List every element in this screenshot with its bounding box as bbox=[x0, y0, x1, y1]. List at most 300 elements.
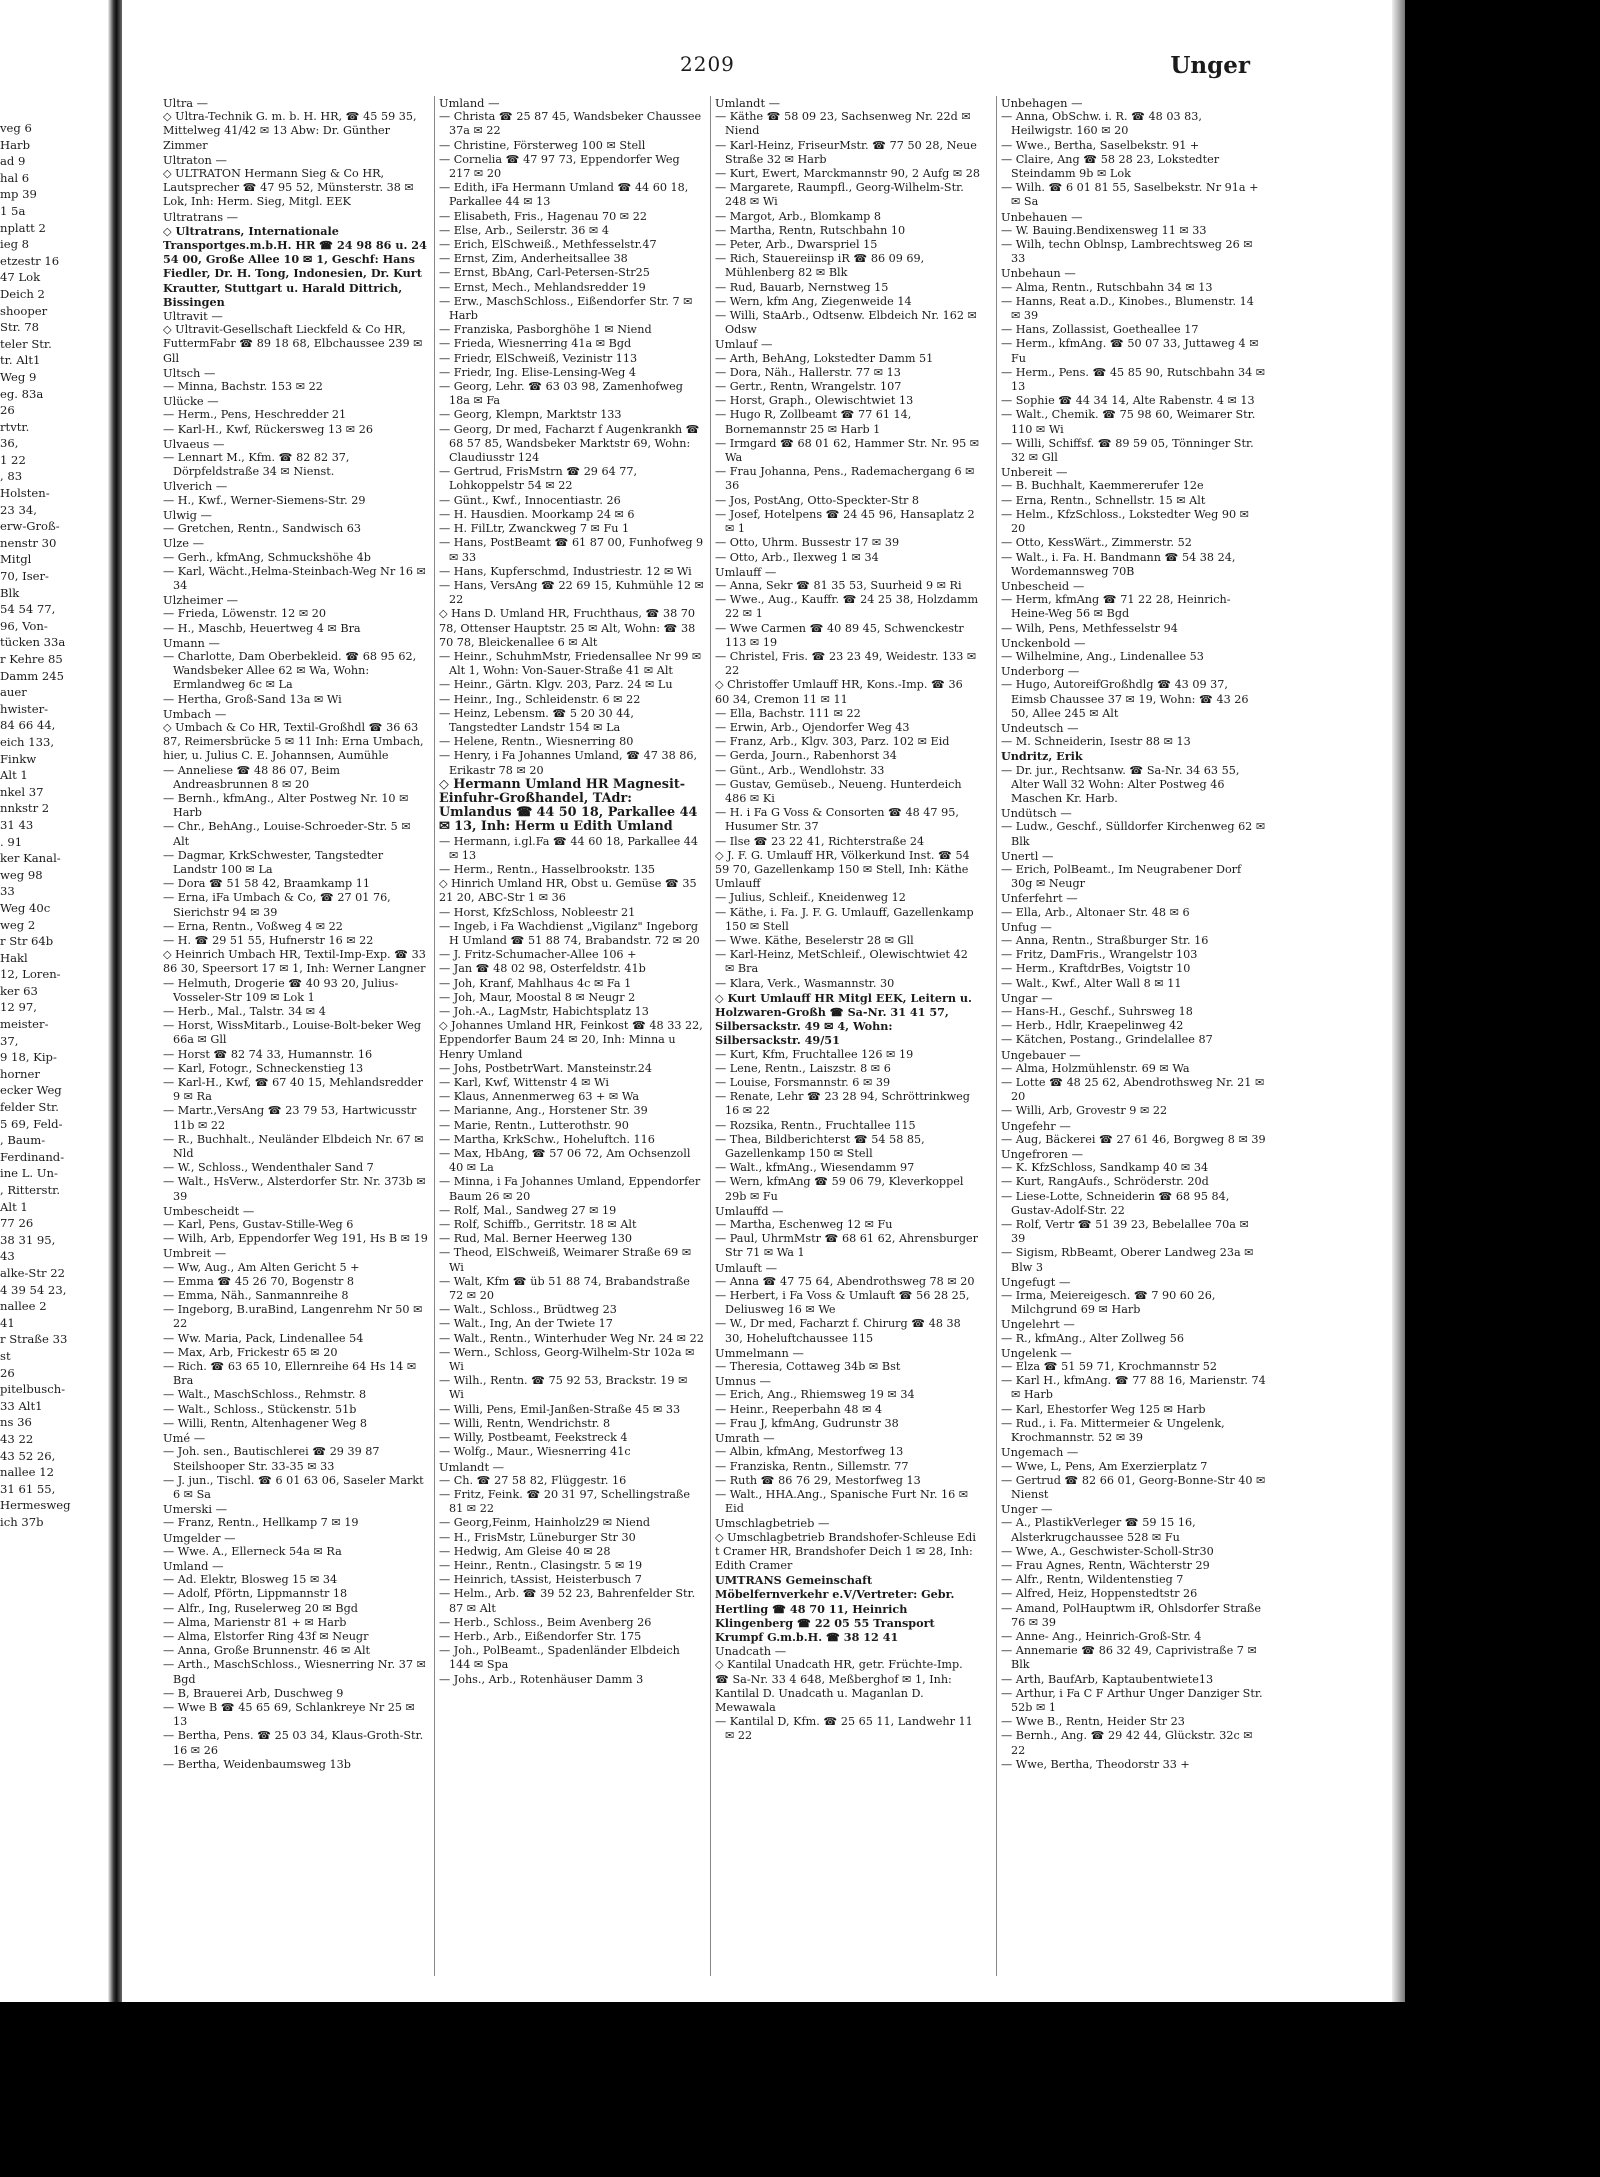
fragment-line: 5 69, Feld- bbox=[0, 1116, 63, 1131]
directory-entry: — Anneliese ☎ 48 86 07, Beim Andreasbrunnen 8 ✉ 20 bbox=[163, 763, 341, 791]
directory-entry: — Arth, BehAng, Lokstedter Damm 51 bbox=[715, 351, 934, 365]
directory-column-2 bbox=[439, 96, 704, 1986]
surname-heading: Umlauft — bbox=[715, 1260, 777, 1275]
fragment-line: r Str 64b bbox=[0, 934, 54, 949]
directory-entry: — Herb., Arb., Eißendorfer Str. 175 bbox=[439, 1629, 642, 1643]
directory-entry: — Wilh, Arb, Eppendorfer Weg 191, Hs B ✉ 19 bbox=[163, 1232, 428, 1246]
column-rule bbox=[434, 96, 435, 1976]
directory-entry: — Martha, KrkSchw., Hoheluftch. 116 bbox=[439, 1132, 655, 1146]
surname-heading: Umlandt — bbox=[715, 96, 781, 110]
directory-entry: — Kätchen, Postang., Grindelallee 87 bbox=[1001, 1033, 1213, 1047]
surname-heading: Umlauffd — bbox=[715, 1203, 784, 1218]
surname-heading: Unckenbold — bbox=[1001, 635, 1086, 650]
directory-entry: — Bertha, Weidenbaumsweg 13b bbox=[163, 1757, 351, 1771]
directory-entry: — A., PlastikVerleger ☎ 59 15 16, Alsterkrugchaussee 528 ✉ Fu bbox=[1001, 1516, 1196, 1544]
directory-entry: — Wern, kfmAng ☎ 59 06 79, Kleverkoppel 29b ✉ Fu bbox=[715, 1175, 964, 1203]
directory-entry: — Herm., Pens. ☎ 45 85 90, Rutschbahn 34 ✉ 13 bbox=[1001, 365, 1266, 394]
directory-entry: — Louise, Forsmannstr. 6 ✉ 39 bbox=[715, 1076, 891, 1090]
fragment-line: Finkw bbox=[0, 751, 37, 766]
fragment-line: Blk bbox=[0, 585, 20, 600]
fragment-line: alke-Str 22 bbox=[0, 1265, 66, 1280]
surname-heading: Ulzheimer — bbox=[163, 593, 238, 608]
directory-entry: — H., FrisMstr, Lüneburger Str 30 bbox=[439, 1530, 636, 1544]
directory-entry: — Ludw., Geschf., Sülldorfer Kirchenweg 62 ✉ Blk bbox=[1001, 820, 1266, 848]
directory-entry: — B, Brauerei Arb, Duschweg 9 bbox=[163, 1686, 344, 1700]
directory-entry: — Bernh., kfmAng., Alter Postweg Nr. 10 ✉ Harb bbox=[163, 791, 409, 820]
directory-entry: — Horst, KfzSchloss, Nobleestr 21 bbox=[439, 905, 636, 919]
fragment-line: ecker Weg bbox=[0, 1083, 62, 1098]
fragment-line: 23 34, bbox=[0, 502, 37, 517]
directory-entry: — Franz, Rentn., Hellkamp 7 ✉ 19 bbox=[163, 1516, 359, 1530]
directory-entry: — Käthe, i. Fa. J. F. G. Umlauff, Gazellenkamp 150 ✉ Stell bbox=[715, 905, 974, 933]
directory-entry: — Ch. ☎ 27 58 82, Flüggestr. 16 bbox=[439, 1473, 627, 1487]
surname-heading: Umrath — bbox=[715, 1431, 775, 1446]
directory-entry: — Lotte ☎ 48 25 62, Abendrothsweg Nr. 21 ✉ 20 bbox=[1001, 1076, 1265, 1104]
fragment-line: nplatt 2 bbox=[0, 220, 46, 235]
directory-entry: — Martr.,VersAng ☎ 23 79 53, Hartwicusstr 11b ✉ 22 bbox=[163, 1104, 417, 1132]
directory-entry: — Julius, Schleif., Kneidenweg 12 bbox=[715, 891, 906, 905]
directory-entry: — Renate, Lehr ☎ 23 28 94, Schröttrinkweg 16 ✉ 22 bbox=[715, 1090, 970, 1118]
directory-entry: — Christa ☎ 25 87 45, Wandsbeker Chaussee 37a ✉ 22 bbox=[439, 110, 702, 138]
directory-entry: ◇ ULTRATON Hermann Sieg & Co HR, Lautsprecher ☎ 47 95 52, Münsterstr. 38 ✉ Lok, Inh: Herm. Sieg, Mitgl. EEK bbox=[163, 167, 414, 209]
directory-entry: — Amand, PolHauptwm iR, Ohlsdorfer Straße 76 ✉ 39 bbox=[1001, 1601, 1261, 1629]
directory-entry: — Willi, Schiffsf. ☎ 89 59 05, Tönninger Str. 32 ✉ Gll bbox=[1001, 436, 1254, 465]
column-rule bbox=[710, 96, 711, 1976]
directory-entry: Undritz, Erik bbox=[1001, 749, 1083, 764]
directory-entry: — Wolfg., Maur., Wiesnerring 41c bbox=[439, 1445, 631, 1459]
directory-entry: — Alma, Rentn., Rutschbahn 34 ✉ 13 bbox=[1001, 280, 1213, 294]
fragment-line: 54 54 77, bbox=[0, 602, 56, 617]
directory-entry: — Erich, Ang., Rhiemsweg 19 ✉ 34 bbox=[715, 1388, 915, 1402]
directory-entry: — H. i Fa G Voss & Consorten ☎ 48 47 95, Husumer Str. 37 bbox=[715, 806, 959, 834]
fragment-line: , 83 bbox=[0, 469, 23, 484]
directory-entry: — Günt., Kwf., Innocentiastr. 26 bbox=[439, 493, 621, 507]
directory-entry: — Hans, Kupferschmd, Industriestr. 12 ✉ Wi bbox=[439, 564, 692, 578]
scan-border-bottom bbox=[0, 2002, 1600, 2177]
surname-heading: Underborg — bbox=[1001, 664, 1080, 679]
directory-entry: ◇ Johannes Umland HR, Feinkost ☎ 48 33 22, Eppendorfer Baum 24 ✉ 20, Inh: Minna u Henry Umland bbox=[439, 1019, 703, 1061]
directory-entry: — Erich, PolBeamt., Im Neugrabener Dorf 30g ✉ Neugr bbox=[1001, 862, 1242, 891]
fragment-line: 70, Iser- bbox=[0, 569, 49, 584]
directory-entry: — Willi, StaArb., Odtsenw. Elbdeich Nr. 162 ✉ Odsw bbox=[715, 309, 977, 337]
directory-entry: — Wwe, L, Pens, Am Exerzierplatz 7 bbox=[1001, 1459, 1208, 1473]
directory-entry: — Johs., Arb., Rotenhäuser Damm 3 bbox=[439, 1672, 644, 1686]
directory-entry: — Erich, ElSchweiß., Methfesselstr.47 bbox=[439, 238, 657, 252]
directory-entry: — Erna, iFa Umbach & Co, ☎ 27 01 76, Sierichstr 94 ✉ 39 bbox=[163, 891, 391, 919]
directory-column-3 bbox=[715, 96, 980, 1986]
directory-entry: — Joh., PolBeamt., Spadenländer Elbdeich 144 ✉ Spa bbox=[439, 1644, 680, 1672]
directory-entry: — Horst, WissMitarb., Louise-Bolt-beker Weg 66a ✉ Gll bbox=[163, 1019, 422, 1047]
directory-entry: — Helmuth, Drogerie ☎ 40 93 20, Julius-Vosseler-Str 109 ✉ Lok 1 bbox=[163, 976, 399, 1004]
directory-entry: ◇ Heinrich Umbach HR, Textil-Imp-Exp. ☎ 33 86 30, Speersort 17 ✉ 1, Inh: Werner Langner bbox=[163, 948, 426, 976]
directory-entry: — Arthur, i Fa C F Arthur Unger Danziger Str. 52b ✉ 1 bbox=[1001, 1686, 1263, 1714]
directory-entry: — Rud., i. Fa. Mittermeier & Ungelenk, Krochmannstr. 52 ✉ 39 bbox=[1001, 1416, 1225, 1445]
directory-entry: — H. Hausdien. Moorkamp 24 ✉ 6 bbox=[439, 507, 635, 521]
directory-entry: — Wwe Carmen ☎ 40 89 45, Schwenckestr 113 ✉ 19 bbox=[715, 621, 964, 649]
surname-heading: Umé — bbox=[163, 1431, 206, 1446]
directory-entry: — Herm., KraftdrBes, Voigtstr 10 bbox=[1001, 962, 1191, 976]
directory-entry: — Wwe. A., Ellerneck 54a ✉ Ra bbox=[163, 1544, 342, 1558]
directory-entry: — Frau Johanna, Pens., Rademachergang 6 ✉ 36 bbox=[715, 465, 975, 493]
directory-entry: — W., Schloss., Wendenthaler Sand 7 bbox=[163, 1161, 374, 1175]
fragment-line: 26 bbox=[0, 403, 15, 418]
surname-heading: Ulvaeus — bbox=[163, 436, 225, 451]
directory-entry: — Aug, Bäckerei ☎ 27 61 46, Borgweg 8 ✉ 39 bbox=[1001, 1132, 1266, 1146]
fragment-line: Hakl bbox=[0, 950, 28, 965]
directory-entry: — Gertrud, FrisMstrn ☎ 29 64 77, Lohkoppelstr 54 ✉ 22 bbox=[439, 465, 638, 493]
surname-heading: Ulverich — bbox=[163, 479, 228, 494]
directory-entry: — Max, Arb, Frickestr 65 ✉ 20 bbox=[163, 1345, 338, 1359]
surname-heading: Ungelehrt — bbox=[1001, 1317, 1075, 1332]
directory-entry: — Karl-Heinz, FriseurMstr. ☎ 77 50 28, Neue Straße 32 ✉ Harb bbox=[715, 138, 977, 166]
directory-entry: — Käthe ☎ 58 09 23, Sachsenweg Nr. 22d ✉ Niend bbox=[715, 110, 971, 138]
fragment-line: Hermesweg bbox=[0, 1498, 71, 1513]
directory-entry: — Franz, Arb., Klgv. 303, Parz. 102 ✉ Eid bbox=[715, 735, 950, 749]
directory-entry: — Sophie ☎ 44 34 14, Alte Rabenstr. 4 ✉ 13 bbox=[1001, 394, 1255, 408]
directory-entry: — Herm., Pens, Heschredder 21 bbox=[163, 408, 347, 422]
directory-entry: — Hanns, Reat a.D., Kinobes., Blumenstr. 14 ✉ 39 bbox=[1001, 294, 1254, 323]
directory-entry: — Walt., Schloss., Stückenstr. 51b bbox=[163, 1402, 357, 1416]
directory-entry: — Wwe, A., Geschwister-Scholl-Str30 bbox=[1001, 1544, 1214, 1558]
fragment-line: nallee 12 bbox=[0, 1465, 54, 1480]
directory-entry: — Alma, Marienstr 81 + ✉ Harb bbox=[163, 1615, 347, 1629]
directory-entry: — Helene, Rentn., Wiesnerring 80 bbox=[439, 735, 634, 749]
surname-heading: Umnus — bbox=[715, 1374, 771, 1389]
directory-entry: — R., Buchhalt., Neuländer Elbdeich Nr. 67 ✉ Nld bbox=[163, 1132, 424, 1161]
directory-entry: — Christine, Försterweg 100 ✉ Stell bbox=[439, 138, 646, 152]
scan-border-right bbox=[1405, 0, 1600, 2177]
fragment-line: 1 22 bbox=[0, 452, 26, 467]
directory-entry: — Hugo R, Zollbeamt ☎ 77 61 14, Bornemannstr 25 ✉ Harb 1 bbox=[715, 408, 912, 436]
directory-entry: — Willi, Arb, Grovestr 9 ✉ 22 bbox=[1001, 1104, 1168, 1118]
fragment-line: 37, bbox=[0, 1033, 19, 1048]
fragment-line: Holsten- bbox=[0, 486, 50, 501]
fragment-line: st bbox=[0, 1348, 11, 1363]
directory-entry: — Gretchen, Rentn., Sandwisch 63 bbox=[163, 522, 362, 536]
surname-heading: Umlauff — bbox=[715, 564, 777, 579]
directory-entry: — Arth., MaschSchloss., Wiesnerring Nr. 37 ✉ Bgd bbox=[163, 1658, 426, 1686]
directory-entry: — Wwe., Bertha, Saselbekstr. 91 + bbox=[1001, 138, 1200, 152]
directory-entry: ◇ Ultratrans, Internationale Transportges.m.b.H. HR ☎ 24 98 86 u. 24 54 00, Große Allee 10 ✉ 1, Geschf: Hans Fiedler, Dr. H. Tong, Indonesien, Dr. Kurt Krautter, Stuttgart u. Harald Dittrich, Bissingen bbox=[163, 223, 427, 309]
surname-heading: Umgelder — bbox=[163, 1530, 236, 1545]
fragment-line: tr. Alt1 bbox=[0, 353, 41, 368]
directory-entry: — Hugo, AutoreifGroßhdlg ☎ 43 09 37, Eimsb Chaussee 37 ✉ 19, Wohn: ☎ 43 26 50, Allee 245 ✉ Alt bbox=[1001, 678, 1249, 720]
directory-entry: — Margot, Arb., Blomkamp 8 bbox=[715, 209, 882, 223]
surname-heading: Ulze — bbox=[163, 536, 204, 551]
directory-entry: — Martha, Eschenweg 12 ✉ Fu bbox=[715, 1218, 893, 1232]
directory-entry: — Georg, Dr med, Facharzt f Augenkrankh ☎ 68 57 85, Wandsbeker Marktstr 69, Wohn: Claudiusstr 124 bbox=[439, 422, 700, 465]
fragment-line: r Straße 33 bbox=[0, 1332, 68, 1347]
directory-entry: — Wwe, Bertha, Theodorstr 33 + bbox=[1001, 1757, 1190, 1771]
fragment-line: 31 43 bbox=[0, 817, 34, 832]
directory-entry: — Georg, Lehr. ☎ 63 03 98, Zamenhofweg 18a ✉ Fa bbox=[439, 380, 683, 408]
surname-heading: Ungemach — bbox=[1001, 1445, 1079, 1460]
directory-entry: — Jos, PostAng, Otto-Speckter-Str 8 bbox=[715, 493, 920, 507]
directory-entry: — Alfr., Rentn, Wildentenstieg 7 bbox=[1001, 1573, 1184, 1587]
directory-entry: — Ella, Bachstr. 111 ✉ 22 bbox=[715, 706, 861, 720]
directory-entry: — M. Schneiderin, Isestr 88 ✉ 13 bbox=[1001, 735, 1191, 749]
directory-entry: ◇ Hermann Umland HR Magnesit-Einfuhr-Großhandel, TAdr: Umlandus ☎ 44 50 18, Parkallee 44 ✉ 13, Inh: Herm u Edith Umland bbox=[439, 776, 698, 835]
fragment-line: eg. 83a bbox=[0, 386, 44, 401]
directory-entry: — Karl, Pens, Gustav-Stille-Weg 6 bbox=[163, 1218, 354, 1232]
directory-entry: — Minna, Bachstr. 153 ✉ 22 bbox=[163, 380, 323, 394]
directory-entry: — Karl-H., Kwf, ☎ 67 40 15, Mehlandsredder 9 ✉ Ra bbox=[163, 1076, 424, 1104]
directory-entry: — Kantilal D, Kfm. ☎ 25 65 11, Landwehr 11 ✉ 22 bbox=[715, 1715, 973, 1743]
directory-entry: — Charlotte, Dam Oberbekleid. ☎ 68 95 62, Wandsbeker Allee 62 ✉ Wa, Wohn: Ermlandweg 6c ✉ La bbox=[163, 649, 417, 692]
fragment-line: tücken 33a bbox=[0, 635, 66, 650]
directory-entry: — Heinz, Lebensm. ☎ 5 20 30 44, Tangstedter Landstr 154 ✉ La bbox=[439, 706, 634, 734]
directory-entry: — Wwe. Käthe, Beselerstr 28 ✉ Gll bbox=[715, 933, 914, 947]
directory-entry: — Rich. ☎ 63 65 10, Ellernreihe 64 Hs 14 ✉ Bra bbox=[163, 1360, 417, 1388]
directory-entry: — Walt., HHA.Ang., Spanische Furt Nr. 16 ✉ Eid bbox=[715, 1487, 969, 1516]
directory-entry: — Ella, Arb., Altonaer Str. 48 ✉ 6 bbox=[1001, 905, 1190, 919]
surname-heading: Umerski — bbox=[163, 1502, 227, 1517]
directory-entry: — Walt., Schloss., Brüdtweg 23 bbox=[439, 1303, 617, 1317]
directory-entry: — Franziska, Rentn., Sillemstr. 77 bbox=[715, 1459, 909, 1473]
directory-entry: — Hans, Zollassist, Goetheallee 17 bbox=[1001, 323, 1199, 337]
directory-entry: — Klara, Verk., Wasmannstr. 30 bbox=[715, 976, 895, 990]
directory-entry: — Karl, Ehestorfer Weg 125 ✉ Harb bbox=[1001, 1402, 1206, 1416]
fragment-line: ker 63 bbox=[0, 983, 38, 998]
directory-entry: — Elza ☎ 51 59 71, Krochmannstr 52 bbox=[1001, 1360, 1218, 1374]
surname-heading: Umbescheidt — bbox=[163, 1203, 255, 1218]
directory-entry: — Helm., KfzSchloss., Lokstedter Weg 90 ✉ 20 bbox=[1001, 507, 1250, 536]
directory-entry: — H. ☎ 29 51 55, Hufnerstr 16 ✉ 22 bbox=[163, 933, 374, 947]
fragment-line: 36, bbox=[0, 436, 19, 451]
directory-entry: — Walt., MaschSchloss., Rehmstr. 8 bbox=[163, 1388, 367, 1402]
directory-entry: — Franziska, Pasborghöhe 1 ✉ Niend bbox=[439, 323, 652, 337]
directory-entry: — Heinr., SchuhmMstr, Friedensallee Nr 99 ✉ Alt 1, Wohn: Von-Sauer-Straße 41 ✉ Alt bbox=[439, 649, 702, 678]
directory-entry: — Walt., Ing, An der Twiete 17 bbox=[439, 1317, 613, 1331]
directory-entry: — Lene, Rentn., Laiszstr. 8 ✉ 6 bbox=[715, 1061, 891, 1075]
surname-heading: Ungefugt — bbox=[1001, 1274, 1071, 1289]
directory-entry: — Ingeborg, B.uraBind, Langenrehm Nr 50 ✉ 22 bbox=[163, 1303, 423, 1331]
directory-entry: — Theresia, Cottaweg 34b ✉ Bst bbox=[715, 1360, 901, 1374]
fragment-line: auer bbox=[0, 685, 27, 700]
fragment-line: veg 6 bbox=[0, 121, 32, 135]
directory-column-1 bbox=[163, 96, 428, 1986]
directory-entry: — K. KfzSchloss, Sandkamp 40 ✉ 34 bbox=[1001, 1161, 1209, 1175]
directory-entry: — Anna ☎ 47 75 64, Abendrothsweg 78 ✉ 20 bbox=[715, 1274, 975, 1288]
directory-entry: — Erna, Rentn., Schnellstr. 15 ✉ Alt bbox=[1001, 493, 1206, 507]
surname-heading: Umlandt — bbox=[439, 1459, 505, 1474]
directory-entry: — Annemarie ☎ 86 32 49, Caprivistraße 7 ✉ Blk bbox=[1001, 1644, 1257, 1672]
directory-entry: — B. Buchhalt, Kaemmererufer 12e bbox=[1001, 479, 1204, 493]
surname-heading: Unbescheid — bbox=[1001, 578, 1085, 593]
directory-entry: — Wilhelmine, Ang., Lindenallee 53 bbox=[1001, 649, 1204, 663]
directory-entry: — Irmgard ☎ 68 01 62, Hammer Str. Nr. 95 ✉ Wa bbox=[715, 436, 980, 465]
fragment-line: 26 bbox=[0, 1365, 15, 1380]
directory-entry: — Horst, Graph., Olewischtwiet 13 bbox=[715, 394, 914, 408]
directory-entry: — Anna, ObSchw. i. R. ☎ 48 03 83, Heilwigstr. 160 ✉ 20 bbox=[1001, 110, 1202, 138]
fragment-line: rtvtr. bbox=[0, 419, 30, 434]
directory-entry: — Paul, UhrmMstr ☎ 68 61 62, Ahrensburger Str 71 ✉ Wa 1 bbox=[715, 1232, 978, 1260]
fragment-line: ker Kanal- bbox=[0, 851, 61, 866]
fragment-line: meister- bbox=[0, 1017, 49, 1032]
directory-entry: — Peter, Arb., Dwarspriel 15 bbox=[715, 238, 878, 252]
directory-entry: — H. FilLtr, Zwanckweg 7 ✉ Fu 1 bbox=[439, 522, 630, 536]
fragment-line: 4 39 54 23, bbox=[0, 1282, 67, 1297]
directory-entry: — Rolf, Schiffb., Gerritstr. 18 ✉ Alt bbox=[439, 1218, 637, 1232]
directory-entry: — J. jun., Tischl. ☎ 6 01 63 06, Saseler Markt 6 ✉ Sa bbox=[163, 1473, 424, 1501]
directory-column-4 bbox=[1001, 96, 1266, 1986]
fragment-line: 12 97, bbox=[0, 1000, 37, 1015]
directory-entry: — Josef, Hotelpens ☎ 24 45 96, Hansaplatz 2 ✉ 1 bbox=[715, 507, 975, 536]
fragment-line: Harb bbox=[0, 137, 30, 152]
fragment-line: Alt 1 bbox=[0, 1199, 28, 1214]
surname-heading: Ummelmann — bbox=[715, 1345, 804, 1360]
fragment-line: r Kehre 85 bbox=[0, 652, 63, 666]
surname-heading: Ultratrans — bbox=[163, 209, 239, 224]
directory-entry: — Liese-Lotte, Schneiderin ☎ 68 95 84, Gustav-Adolf-Str. 22 bbox=[1001, 1189, 1230, 1217]
directory-entry: — Rolf, Mal., Sandweg 27 ✉ 19 bbox=[439, 1203, 617, 1217]
directory-entry: — Walt., i. Fa. H. Bandmann ☎ 54 38 24, Wordemannsweg 70B bbox=[1001, 550, 1236, 578]
directory-entry: — Else, Arb., Seilerstr. 36 ✉ 4 bbox=[439, 223, 609, 237]
directory-entry: — Rud, Mal. Berner Heerweg 130 bbox=[439, 1232, 632, 1246]
directory-entry: — Marie, Rentn., Lutterothstr. 90 bbox=[439, 1118, 629, 1132]
surname-heading: Umland — bbox=[439, 96, 500, 110]
surname-heading: Unbehagen — bbox=[1001, 96, 1083, 110]
surname-heading: Ultsch — bbox=[163, 365, 216, 380]
directory-entry: — Wwe., Aug., Kauffr. ☎ 24 25 38, Holzdamm 22 ✉ 1 bbox=[715, 593, 979, 621]
directory-entry: — Ernst, BbAng, Carl-Petersen-Str25 bbox=[439, 266, 650, 280]
surname-heading: Unbehaun — bbox=[1001, 266, 1076, 281]
fragment-line: mp 39 bbox=[0, 187, 37, 202]
directory-entry: — Frieda, Löwenstr. 12 ✉ 20 bbox=[163, 607, 326, 621]
fragment-line: 31 61 55, bbox=[0, 1481, 56, 1496]
directory-entry: — Frau J, kfmAng, Gudrunstr 38 bbox=[715, 1416, 899, 1430]
directory-entry: — Herbert, i Fa Voss & Umlauft ☎ 56 28 25, Deliusweg 16 ✉ We bbox=[715, 1289, 970, 1317]
directory-entry: — Theod, ElSchweiß, Weimarer Straße 69 ✉ Wi bbox=[439, 1246, 692, 1274]
fragment-line: 12, Loren- bbox=[0, 967, 61, 982]
directory-entry: — Joh. sen., Bautischlerei ☎ 29 39 87 Steilshooper Str. 33-35 ✉ 33 bbox=[163, 1445, 380, 1473]
directory-entry: — Rud, Bauarb, Nernstweg 15 bbox=[715, 280, 889, 294]
directory-entry: — Anne- Ang., Heinrich-Groß-Str. 4 bbox=[1001, 1629, 1202, 1643]
fragment-line: 96, Von- bbox=[0, 618, 48, 633]
directory-entry: — Lennart M., Kfm. ☎ 82 82 37, Dörpfeldstraße 34 ✉ Nienst. bbox=[163, 451, 350, 479]
directory-entry: — Herm., kfmAng. ☎ 50 07 33, Juttaweg 4 ✉ Fu bbox=[1001, 337, 1259, 365]
directory-entry: — Georg, Klempn, Marktstr 133 bbox=[439, 408, 622, 422]
surname-heading: Umbach — bbox=[163, 706, 227, 721]
directory-entry: — Bertha, Pens. ☎ 25 03 34, Klaus-Groth-Str. 16 ✉ 26 bbox=[163, 1729, 424, 1757]
directory-entry: — H., Maschb, Heuertweg 4 ✉ Bra bbox=[163, 621, 361, 635]
directory-entry: — Hermann, i.gl.Fa ☎ 44 60 18, Parkallee 44 ✉ 13 bbox=[439, 834, 699, 862]
surname-heading: Umann — bbox=[163, 635, 220, 650]
surname-heading: Ultra — bbox=[163, 96, 209, 110]
directory-entry: — Hans, VersAng ☎ 22 69 15, Kuhmühle 12 ✉ 22 bbox=[439, 578, 704, 607]
fragment-line: Mitgl bbox=[0, 552, 32, 567]
directory-entry: — Karl H., kfmAng. ☎ 77 88 16, Marienstr. 74 ✉ Harb bbox=[1001, 1374, 1266, 1402]
directory-entry: — Jan ☎ 48 02 98, Osterfeldstr. 41b bbox=[439, 962, 646, 976]
directory-entry: ◇ Umschlagbetrieb Brandshofer-Schleuse Edi t Cramer HR, Brandshofer Deich 1 ✉ 28, Inh: Edith Cramer bbox=[715, 1530, 976, 1572]
fragment-line: , Baum- bbox=[0, 1133, 46, 1148]
directory-entry: — Heinr., Reeperbahn 48 ✉ 4 bbox=[715, 1402, 883, 1416]
directory-entry: — Rozsika, Rentn., Fruchtallee 115 bbox=[715, 1118, 916, 1132]
fragment-line: 9 18, Kip- bbox=[0, 1050, 57, 1065]
directory-entry: — Herb., Mal., Talstr. 34 ✉ 4 bbox=[163, 1005, 326, 1018]
fragment-line: ad 9 bbox=[0, 154, 26, 169]
directory-entry: — Elisabeth, Fris., Hagenau 70 ✉ 22 bbox=[439, 209, 647, 223]
directory-entry: — Walt., HsVerw., Alsterdorfer Str. Nr. 373b ✉ 39 bbox=[163, 1175, 426, 1203]
directory-entry: — Thea, Bildberichterst ☎ 54 58 85, Gazellenkamp 150 ✉ Stell bbox=[715, 1132, 925, 1161]
directory-entry: — Emma ☎ 45 26 70, Bogenstr 8 bbox=[163, 1274, 354, 1288]
directory-entry: — Arth, BaufArb, Kaptaubentwiete13 bbox=[1001, 1672, 1214, 1686]
directory-entry: — Albin, kfmAng, Mestorfweg 13 bbox=[715, 1445, 904, 1459]
previous-page-fragment bbox=[0, 120, 104, 2000]
directory-entry: — Erwin, Arb., Ojendorfer Weg 43 bbox=[715, 720, 910, 734]
surname-heading: Ungar — bbox=[1001, 990, 1053, 1005]
fragment-line: Weg 9 bbox=[0, 369, 37, 384]
directory-entry: — Minna, i Fa Johannes Umland, Eppendorfer Baum 26 ✉ 20 bbox=[439, 1175, 701, 1203]
fragment-line: teler Str. bbox=[0, 336, 52, 351]
directory-entry: — Dora, Näh., Hallerstr. 77 ✉ 13 bbox=[715, 365, 901, 379]
directory-entry: ◇ Ultravit-Gesellschaft Lieckfeld & Co HR, FuttermFabr ☎ 89 18 68, Elbchaussee 239 ✉ Gll bbox=[163, 323, 423, 365]
directory-entry: — Hans-H., Geschf., Suhrsweg 18 bbox=[1001, 1005, 1193, 1018]
directory-entry: — Alfred, Heiz, Hoppenstedtstr 26 bbox=[1001, 1587, 1198, 1601]
directory-entry: — Ww, Aug., Am Alten Gericht 5 + bbox=[163, 1260, 360, 1274]
directory-entry: — J. Fritz-Schumacher-Allee 106 + bbox=[439, 948, 637, 962]
directory-entry: — Heinr., Ing., Schleidenstr. 6 ✉ 22 bbox=[439, 692, 641, 706]
surname-heading: Unferfehrt — bbox=[1001, 891, 1078, 906]
directory-entry: — Willy, Postbeamt, Feekstreck 4 bbox=[439, 1431, 628, 1445]
fragment-line: 33 Alt1 bbox=[0, 1398, 43, 1413]
directory-entry: — Joh.-A., LagMstr, Habichtsplatz 13 bbox=[439, 1005, 649, 1018]
surname-heading: Undeutsch — bbox=[1001, 720, 1079, 735]
directory-entry: — Karl, Kwf, Wittenstr 4 ✉ Wi bbox=[439, 1076, 609, 1090]
directory-entry: — Wilh., Rentn. ☎ 75 92 53, Brackstr. 19 ✉ Wi bbox=[439, 1374, 688, 1402]
directory-entry: ◇ Christoffer Umlauff HR, Kons.-Imp. ☎ 36 60 34, Cremon 11 ✉ 11 bbox=[715, 678, 963, 706]
book-spine-shadow bbox=[108, 0, 122, 2002]
fragment-line: 43 bbox=[0, 1249, 15, 1264]
directory-entry: — Kurt, Kfm, Fruchtallee 126 ✉ 19 bbox=[715, 1047, 914, 1061]
surname-heading: Ungefehr — bbox=[1001, 1118, 1071, 1133]
directory-entry: — Walt, Kfm ☎ üb 51 88 74, Brabandstraße 72 ✉ 20 bbox=[439, 1274, 690, 1303]
directory-entry: — Heinrich, tAssist, Heisterbusch 7 bbox=[439, 1573, 642, 1587]
fragment-line: 43 52 26, bbox=[0, 1448, 56, 1463]
directory-entry: — Erna, Rentn., Voßweg 4 ✉ 22 bbox=[163, 919, 343, 933]
fragment-line: Weg 40c bbox=[0, 900, 51, 915]
directory-entry: — Adolf, Pförtn, Lippmannstr 18 bbox=[163, 1587, 348, 1601]
fragment-line: Str. 78 bbox=[0, 320, 39, 335]
surname-heading: Unbehauen — bbox=[1001, 209, 1083, 224]
fragment-line: horner bbox=[0, 1066, 40, 1081]
directory-entry: — Max, HbAng, ☎ 57 06 72, Am Ochsenzoll 40 ✉ La bbox=[439, 1147, 691, 1175]
directory-entry: — Christel, Fris. ☎ 23 23 49, Weidestr. 133 ✉ 22 bbox=[715, 649, 977, 678]
directory-entry: — Kurt, RangAufs., Schröderstr. 20d bbox=[1001, 1175, 1209, 1189]
surname-heading: Ultravit — bbox=[163, 309, 223, 324]
directory-entry: — R., kfmAng., Alter Zollweg 56 bbox=[1001, 1331, 1184, 1345]
directory-entry: ◇ J. F. G. Umlauff HR, Völkerkund Inst. ☎ 54 59 70, Gazellenkamp 150 ✉ Stell, Inh: Käthe Umlauff bbox=[715, 848, 970, 891]
surname-heading: Unfug — bbox=[1001, 919, 1052, 934]
directory-entry: — Ernst, Zim, Anderheitsallee 38 bbox=[439, 252, 628, 266]
directory-entry: — Heinr., Gärtn. Klgv. 203, Parz. 24 ✉ Lu bbox=[439, 678, 673, 692]
directory-entry: — Herm, kfmAng ☎ 71 22 28, Heinrich-Heine-Weg 56 ✉ Bgd bbox=[1001, 593, 1231, 621]
directory-entry: — Wern., Schloss, Georg-Wilhelm-Str 102a ✉ Wi bbox=[439, 1345, 695, 1374]
fragment-line: etzestr 16 bbox=[0, 253, 60, 268]
directory-entry: — Willi, Rentn, Altenhagener Weg 8 bbox=[163, 1416, 367, 1430]
surname-heading: Unbereit — bbox=[1001, 465, 1068, 480]
directory-entry: — Dagmar, KrkSchwester, Tangstedter Landstr 100 ✉ La bbox=[163, 848, 384, 876]
running-head-name: Unger bbox=[1170, 52, 1250, 79]
directory-entry: — Wilh, techn Oblnsp, Lambrechtsweg 26 ✉ 33 bbox=[1001, 238, 1253, 266]
directory-entry: — W. Bauing.Bendixensweg 11 ✉ 33 bbox=[1001, 223, 1207, 237]
directory-entry: — Bernh., Ang. ☎ 29 42 44, Glückstr. 32c ✉ 22 bbox=[1001, 1729, 1253, 1757]
directory-entry: — Dr. jur., Rechtsanw. ☎ Sa-Nr. 34 63 55, Alter Wall 32 Wohn: Alter Postweg 46 Maschen Kr. Harb. bbox=[1001, 763, 1240, 805]
directory-entry: — Fritz, DamFris., Wrangelstr 103 bbox=[1001, 948, 1198, 962]
fragment-line: Deich 2 bbox=[0, 286, 45, 301]
directory-entry: — Alfr., Ing, Ruselerweg 20 ✉ Bgd bbox=[163, 1601, 358, 1615]
directory-entry: — Herm., Rentn., Hasselbrookstr. 135 bbox=[439, 862, 656, 876]
